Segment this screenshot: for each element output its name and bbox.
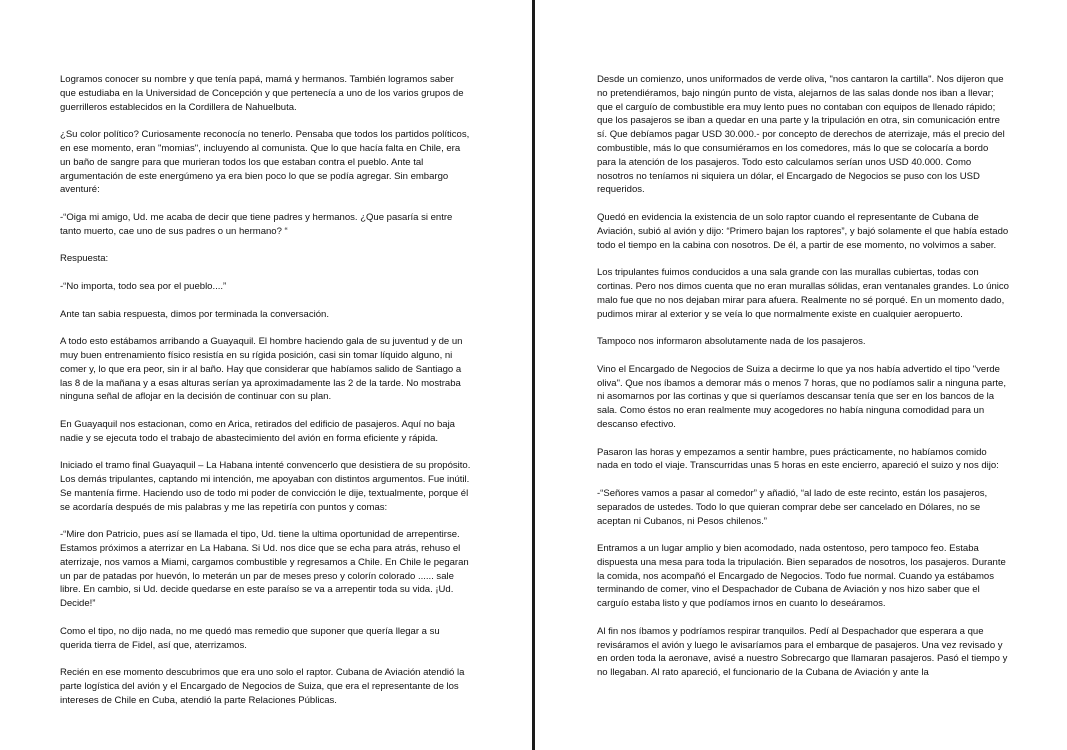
left-page-text-column [60,73,472,721]
paragraph: -“Mire don Patricio, pues así se llamada el tipo, Ud. tiene la ultima oportunidad de arrepentirse. Estamos próximos a aterrizar en La Habana. Si Ud. nos dice que se echa para atrás, rehuso el aterrizaje, nos vamos a Miami, cargamos combustible y regresamos a Chile. En Chile le pegaran un par de patadas por huevón, lo meterán un par de meses preso y colorín colorado ...... sale libre. En cambio, si Ud. decide quedarse en este paraíso se va a arrepentir toda su vida. ¡Ud. Decide!” [60,529,469,610]
paragraph: -“Señores vamos a pasar al comedor” y añadió, “al lado de este recinto, están los pasajeros, separados de ustedes. Todo lo que quieran comprar debe ser cancelado en Dólares, no se aceptan ni Cubanos, ni Pesos chilenos.” [597,487,988,527]
right-page-text-column [597,73,1009,694]
paragraph: Al fin nos íbamos y podríamos respirar tranquilos. Pedí al Despachador que esperara a que revisáramos el avión y luego le avisaríamos para el embarque de pasajeros. Una vez revisado y en orden toda la aeronave, avisé a nuestro Sobrecargo que llamaran pasajeros. Pasó el tiempo y no llegaban. Al rato apareció, el funcionario de la Cubana de Aviación y ante la [597,625,1008,679]
paragraph: -“No importa, todo sea por el pueblo....” [60,280,227,292]
paragraph: Desde un comienzo, unos uniformados de verde oliva, "nos cantaron la cartilla". Nos dijeron que no pretendiéramos, bajo ningún punto de vista, alejarnos de las salas donde nos iban a llevar; que el carguío de combustible era muy lento pues no contaban con equipos de llenado rápido; que los pasajeros se iban a quedar en una parte y la tripulación en otra, sin comunicación entre sí. Que debíamos pagar USD 30.000.- por concepto de derechos de aterrizaje, más el precio del combustible, más lo que consumiéramos en los comedores, más lo que se colocaría a bordo para la atención de los pasajeros. Todo esto calculamos serían unos USD 40.000. Como nosotros no teníamos ni siquiera un dólar, el Encargado de Negocios se puso con los USD requeridos. [597,74,1005,196]
paragraph: -“Oiga mi amigo, Ud. me acaba de decir que tiene padres y hermanos. ¿Que pasaría si entre tanto muerto, cae uno de sus padres o un hermano? “ [60,211,453,237]
paragraph: ¿Su color político? Curiosamente reconocía no tenerlo. Pensaba que todos los partidos políticos, en ese momento, eran "momias", incluyendo al comunista. Que lo que hacía falta en Chile, era un baño de sangre para que murieran todos los que estaban contra el pueblo. Ante tal argumentación de este energúmeno ya era bien poco lo que se podía agregar. Sin embargo aventuré: [60,129,470,196]
paragraph: Pasaron las horas y empezamos a sentir hambre, pues prácticamente, no habíamos comido nada en todo el viaje. Transcurridas unas 5 horas en este encierro, apareció el suizo y nos dijo: [597,446,999,472]
paragraph: Logramos conocer su nombre y que tenía papá, mamá y hermanos. También logramos saber que estudiaba en la Universidad de Concepción y que pertenecía a uno de los varios grupos de guerrilleros establecidos en la Cordillera de Nahuelbuta. [60,74,464,113]
paragraph: Entramos a un lugar amplio y bien acomodado, nada ostentoso, pero tampoco feo. Estaba dispuesta una mesa para toda la tripulación. Bien separados de nosotros, los pasajeros. Durante la comida, nos acompañó el Encargado de Negocios. Todo fue normal. Cuando ya estábamos terminando de comer, vino el Despachador de Cubana de Aviación y nos hizo saber que el carguío estaba listo y que podíamos irnos en cuanto lo deseáramos. [597,543,1006,610]
paragraph: Ante tan sabia respuesta, dimos por terminada la conversación. [60,308,329,320]
paragraph: En Guayaquil nos estacionan, como en Arica, retirados del edificio de pasajeros. Aquí no baja nadie y se ejecuta todo el trabajo de abastecimiento del avión en forma eficiente y rápida. [60,418,455,444]
left-page [0,0,532,750]
paragraph: Vino el Encargado de Negocios de Suiza a decirme lo que ya nos había advertido el tipo "verde oliva". Que nos íbamos a demorar más o menos 7 horas, que no podíamos salir a ninguna parte, ni asomarnos por las cortinas y que si queríamos descansar tenía que ser en los bancos de la sala. Como éstos no eran realmente muy acogedores no había ninguna comodidad para un descanso efectivo. [597,363,1006,430]
paragraph: Recién en ese momento descubrimos que era uno solo el raptor. Cubana de Aviación atendió la parte logística del avión y el Encargado de Negocios de Suiza, que era el representante de los intereses de Chile en Cuba, atendió la parte Relaciones Públicas. [60,667,465,706]
paragraph: Respuesta: [60,253,109,265]
paragraph: Los tripulantes fuimos conducidos a una sala grande con las murallas cubiertas, todas con cortinas. Pero nos dimos cuenta que no eran murallas sólidas, eran ventanales grandes. Lo único malo fue que no nos dejaban mirar para afuera. Realmente no sé porqué. En un momento dado, pudimos mirar al exterior y se veía lo que normalmente existe en cualquier aeropuerto. [597,267,1009,320]
paragraph: Tampoco nos informaron absolutamente nada de los pasajeros. [597,336,866,348]
paragraph: A todo esto estábamos arribando a Guayaquil. El hombre haciendo gala de su juventud y de un muy buen entrenamiento físico resistía en su rígida posición, casi sin tomar líquido alguno, ni comer y, lo que era peor, sin ir al baño. Hay que considerar que habíamos salido de Santiago a las 8 de la mañana y a esas alturas serían ya aproximadamente las 2 de la tarde. No mostraba ninguna señal de aflojar en la decisión de continuar con su plan. [60,336,463,403]
paragraph: Como el tipo, no dijo nada, no me quedó mas remedio que suponer que quería llegar a su querida tierra de Fidel, así que, aterrizamos. [60,625,440,651]
paragraph: Iniciado el tramo final Guayaquil – La Habana intenté convencerlo que desistiera de su propósito. Los demás tripulantes, captando mi intención, me apoyaban con distintos argumentos. Fue inútil. Se mantenía firme. Haciendo uso de todo mi poder de convicción le dije, textualmente, porque él se acordaría después de mis palabras y me las repetiría con puntos y comas: [60,460,471,513]
right-page [535,0,1067,750]
paragraph: Quedó en evidencia la existencia de un solo raptor cuando el representante de Cubana de Aviación, subió al avión y dijo: “Primero bajan los raptores”, y bajó solamente el que había estado todo el tiempo en la cabina con nosotros. De él, a partir de ese momento, no volvimos a saber. [597,211,1009,251]
